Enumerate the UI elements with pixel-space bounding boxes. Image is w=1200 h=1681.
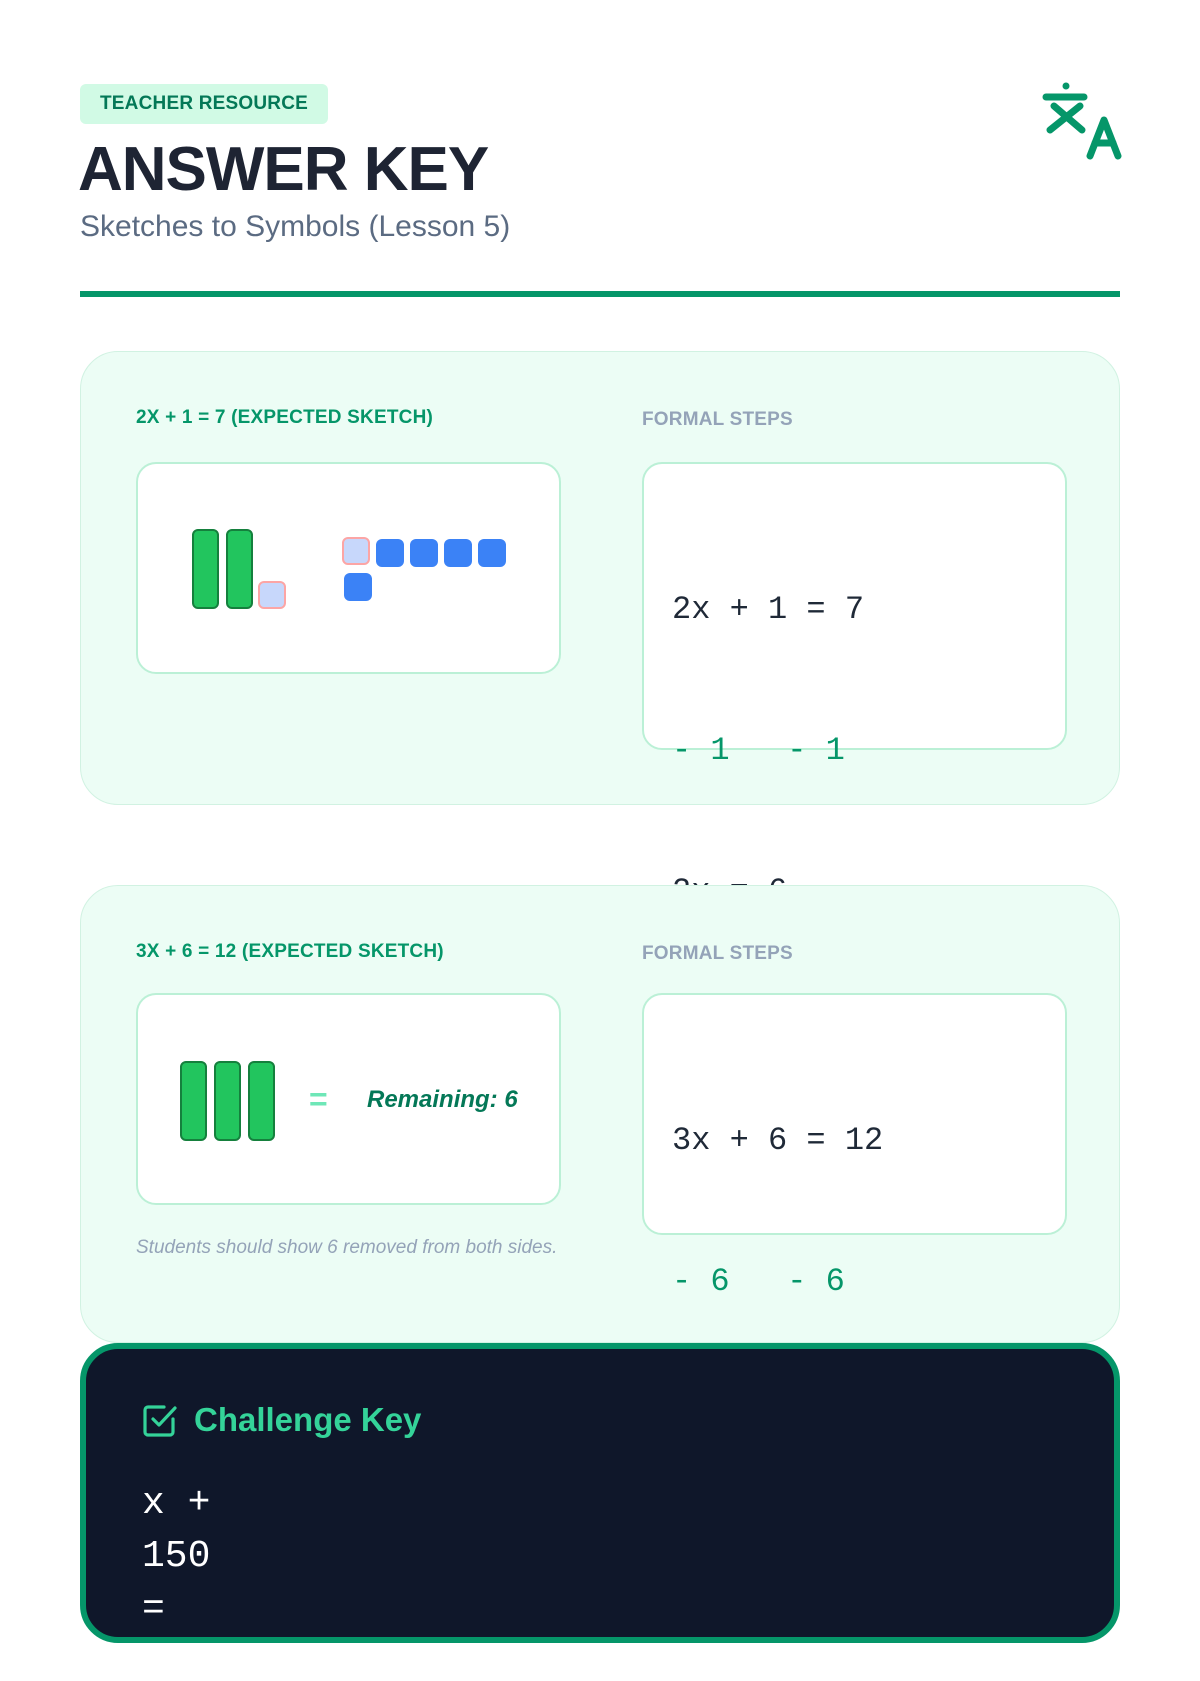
x-tile [226,529,253,609]
x-tile [248,1061,275,1141]
expected-sketch-box [136,993,561,1205]
unit-tile-removed [258,581,286,609]
header-divider [80,291,1120,297]
remaining-label: Remaining: 6 [367,1086,518,1113]
step-line: 2x + 1 = 7 [672,591,865,628]
teacher-note: Students should show 6 removed from both sides. [136,1237,558,1258]
challenge-key-card [80,1343,1120,1643]
problem-card-2 [80,885,1120,1343]
challenge-title: Challenge Key [194,1401,422,1438]
equals-sign: = [309,1081,328,1117]
x-tile [192,529,219,609]
formal-steps-label: FORMAL STEPS [642,409,793,430]
formal-steps-box [642,993,1067,1300]
teacher-resource-badge: TEACHER RESOURCE [80,84,328,124]
step-line: - 1 - 1 [672,732,845,769]
code-line: = [142,1588,165,1631]
code-line: x + [142,1482,211,1525]
unit-tile-removed [342,537,370,565]
formal-steps-box [642,462,1067,769]
expected-sketch-box [136,462,561,674]
code-line: 150 [142,1535,211,1578]
unit-tile [444,539,472,567]
unit-tile [478,539,506,567]
x-tile [214,1061,241,1141]
x-tile [180,1061,207,1141]
step-line: 3x + 6 = 12 [672,1122,884,1159]
page-subtitle: Sketches to Symbols (Lesson 5) [80,210,511,243]
translate-icon[interactable] [1040,80,1122,162]
problem-card-1 [80,351,1120,805]
unit-tile [410,539,438,567]
unit-tile [344,573,372,601]
formal-steps-label: FORMAL STEPS [642,943,793,964]
checkbox-icon [142,1402,178,1438]
step-line: - 6 - 6 [672,1263,845,1300]
challenge-header [142,1401,421,1439]
sketch-label: 3X + 6 = 12 (EXPECTED SKETCH) [136,941,444,962]
page-title: ANSWER KEY [78,135,489,204]
unit-tile [376,539,404,567]
challenge-code [142,1477,210,1636]
sketch-label: 2X + 1 = 7 (EXPECTED SKETCH) [136,407,434,428]
